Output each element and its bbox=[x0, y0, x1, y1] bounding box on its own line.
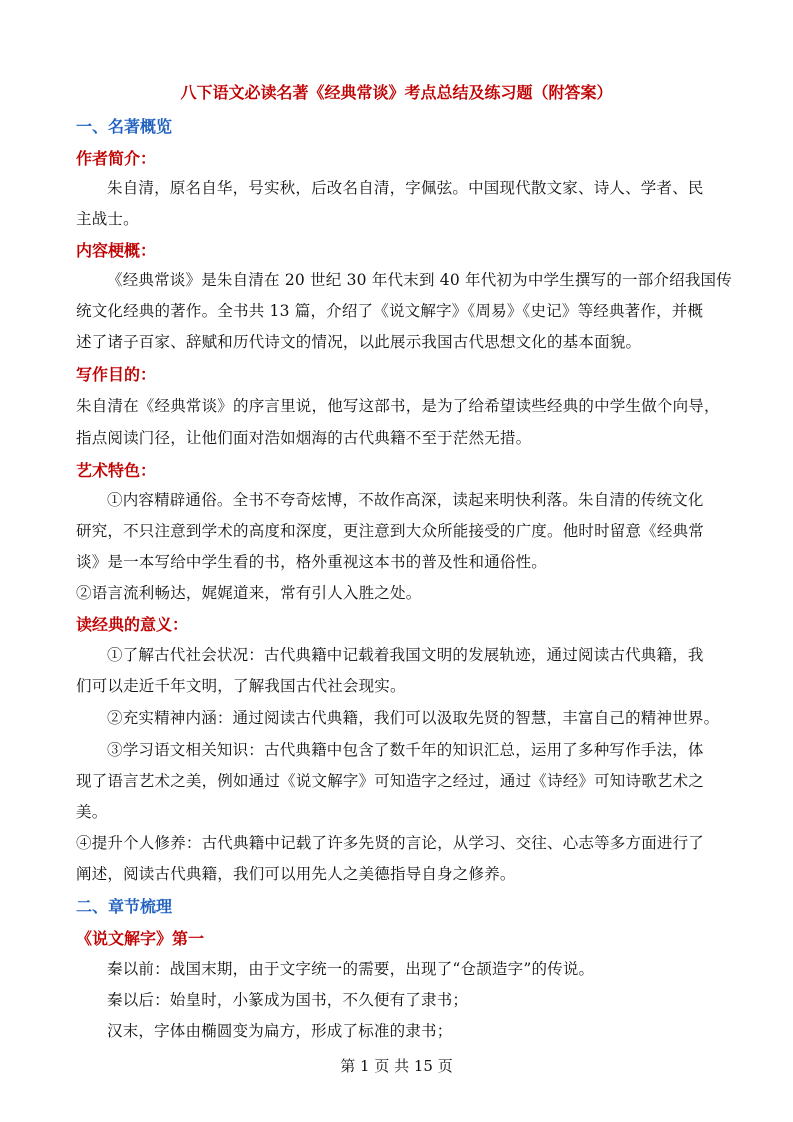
subheading-features: 艺术特色： bbox=[76, 461, 157, 480]
paragraph-line: 统文化经典的著作。全书共 13 篇，介绍了《说文解字》《周易》《史记》等经典著作，并概 bbox=[76, 302, 704, 320]
paragraph-line: 们可以走近千年文明，了解我国古代社会现实。 bbox=[76, 677, 406, 695]
paragraph-line: 《经典常谈》是朱自清在 20 世纪 30 年代末到 40 年代初为中学生撰写的一部介绍我国传 bbox=[107, 271, 732, 289]
paragraph-line: 阐述，阅读古代典籍，我们可以用先人之美德指导自身之修养。 bbox=[76, 865, 516, 883]
subheading-purpose: 写作目的： bbox=[76, 365, 157, 384]
paragraph-line: ①了解古代社会状况：古代典籍中记载着我国文明的发展轨迹，通过阅读古代典籍，我 bbox=[107, 646, 704, 664]
paragraph-line: ②语言流利畅达，娓娓道来，常有引人入胜之处。 bbox=[76, 584, 422, 602]
subheading-summary: 内容梗概： bbox=[76, 241, 157, 260]
paragraph-line: ②充实精神内涵：通过阅读古代典籍，我们可以汲取先贤的智慧，丰富自己的精神世界。 bbox=[107, 709, 720, 727]
section-heading-chapters: 二、章节梳理 bbox=[76, 897, 173, 916]
paragraph-line: 谈》是一本写给中学生看的书，格外重视这本书的普及性和通俗性。 bbox=[76, 553, 548, 571]
paragraph-line: 指点阅读门径，让他们面对浩如烟海的古代典籍不至于茫然无措。 bbox=[76, 429, 532, 447]
paragraph-line: ④提升个人修养：古代典籍中记载了许多先贤的言论，从学习、交往、心志等多方面进行了 bbox=[76, 834, 705, 852]
paragraph-line: 现了语言艺术之美，例如通过《说文解字》可知造字之经过，通过《诗经》可知诗歌艺术之 bbox=[76, 772, 705, 790]
document-title: 八下语文必读名著《经典常谈》考点总结及练习题（附答案） bbox=[180, 83, 613, 102]
paragraph-line: 朱自清，原名自华，号实秋，后改名自清，字佩弦。中国现代散文家、诗人、学者、民 bbox=[107, 179, 704, 197]
paragraph-line: ①内容精辟通俗。全书不夸奇炫博，不故作高深，读起来明快利落。朱自清的传统文化 bbox=[107, 491, 704, 509]
paragraph-line: ③学习语文相关知识：古代典籍中包含了数千年的知识汇总，运用了多种写作手法，体 bbox=[107, 741, 704, 759]
paragraph-line: 汉末，字体由椭圆变为扁方，形成了标准的隶书； bbox=[107, 1022, 453, 1040]
subheading-significance: 读经典的意义： bbox=[76, 615, 189, 634]
paragraph-line: 述了诸子百家、辞赋和历代诗文的情况，以此展示我国古代思想文化的基本面貌。 bbox=[76, 333, 642, 351]
paragraph-line: 美。 bbox=[76, 803, 108, 821]
paragraph-line: 主战士。 bbox=[76, 210, 139, 228]
section-heading-overview: 一、名著概览 bbox=[76, 117, 173, 136]
subheading-chapter-1: 《说文解字》第一 bbox=[76, 929, 205, 948]
subheading-author: 作者简介： bbox=[76, 149, 157, 168]
paragraph-line: 朱自清在《经典常谈》的序言里说，他写这部书，是为了给希望读些经典的中学生做个向导， bbox=[76, 397, 720, 415]
page-number: 第 1 页 共 15 页 bbox=[340, 1057, 453, 1075]
paragraph-line: 研究，不只注意到学术的高度和深度，更注意到大众所能接受的广度。他时时留意《经典常 bbox=[76, 522, 705, 540]
paragraph-line: 秦以后：始皇时，小篆成为国书，不久便有了隶书； bbox=[107, 991, 469, 1009]
paragraph-line: 秦以前：战国末期，由于文字统一的需要，出现了“仓颉造字”的传说。 bbox=[107, 960, 595, 978]
